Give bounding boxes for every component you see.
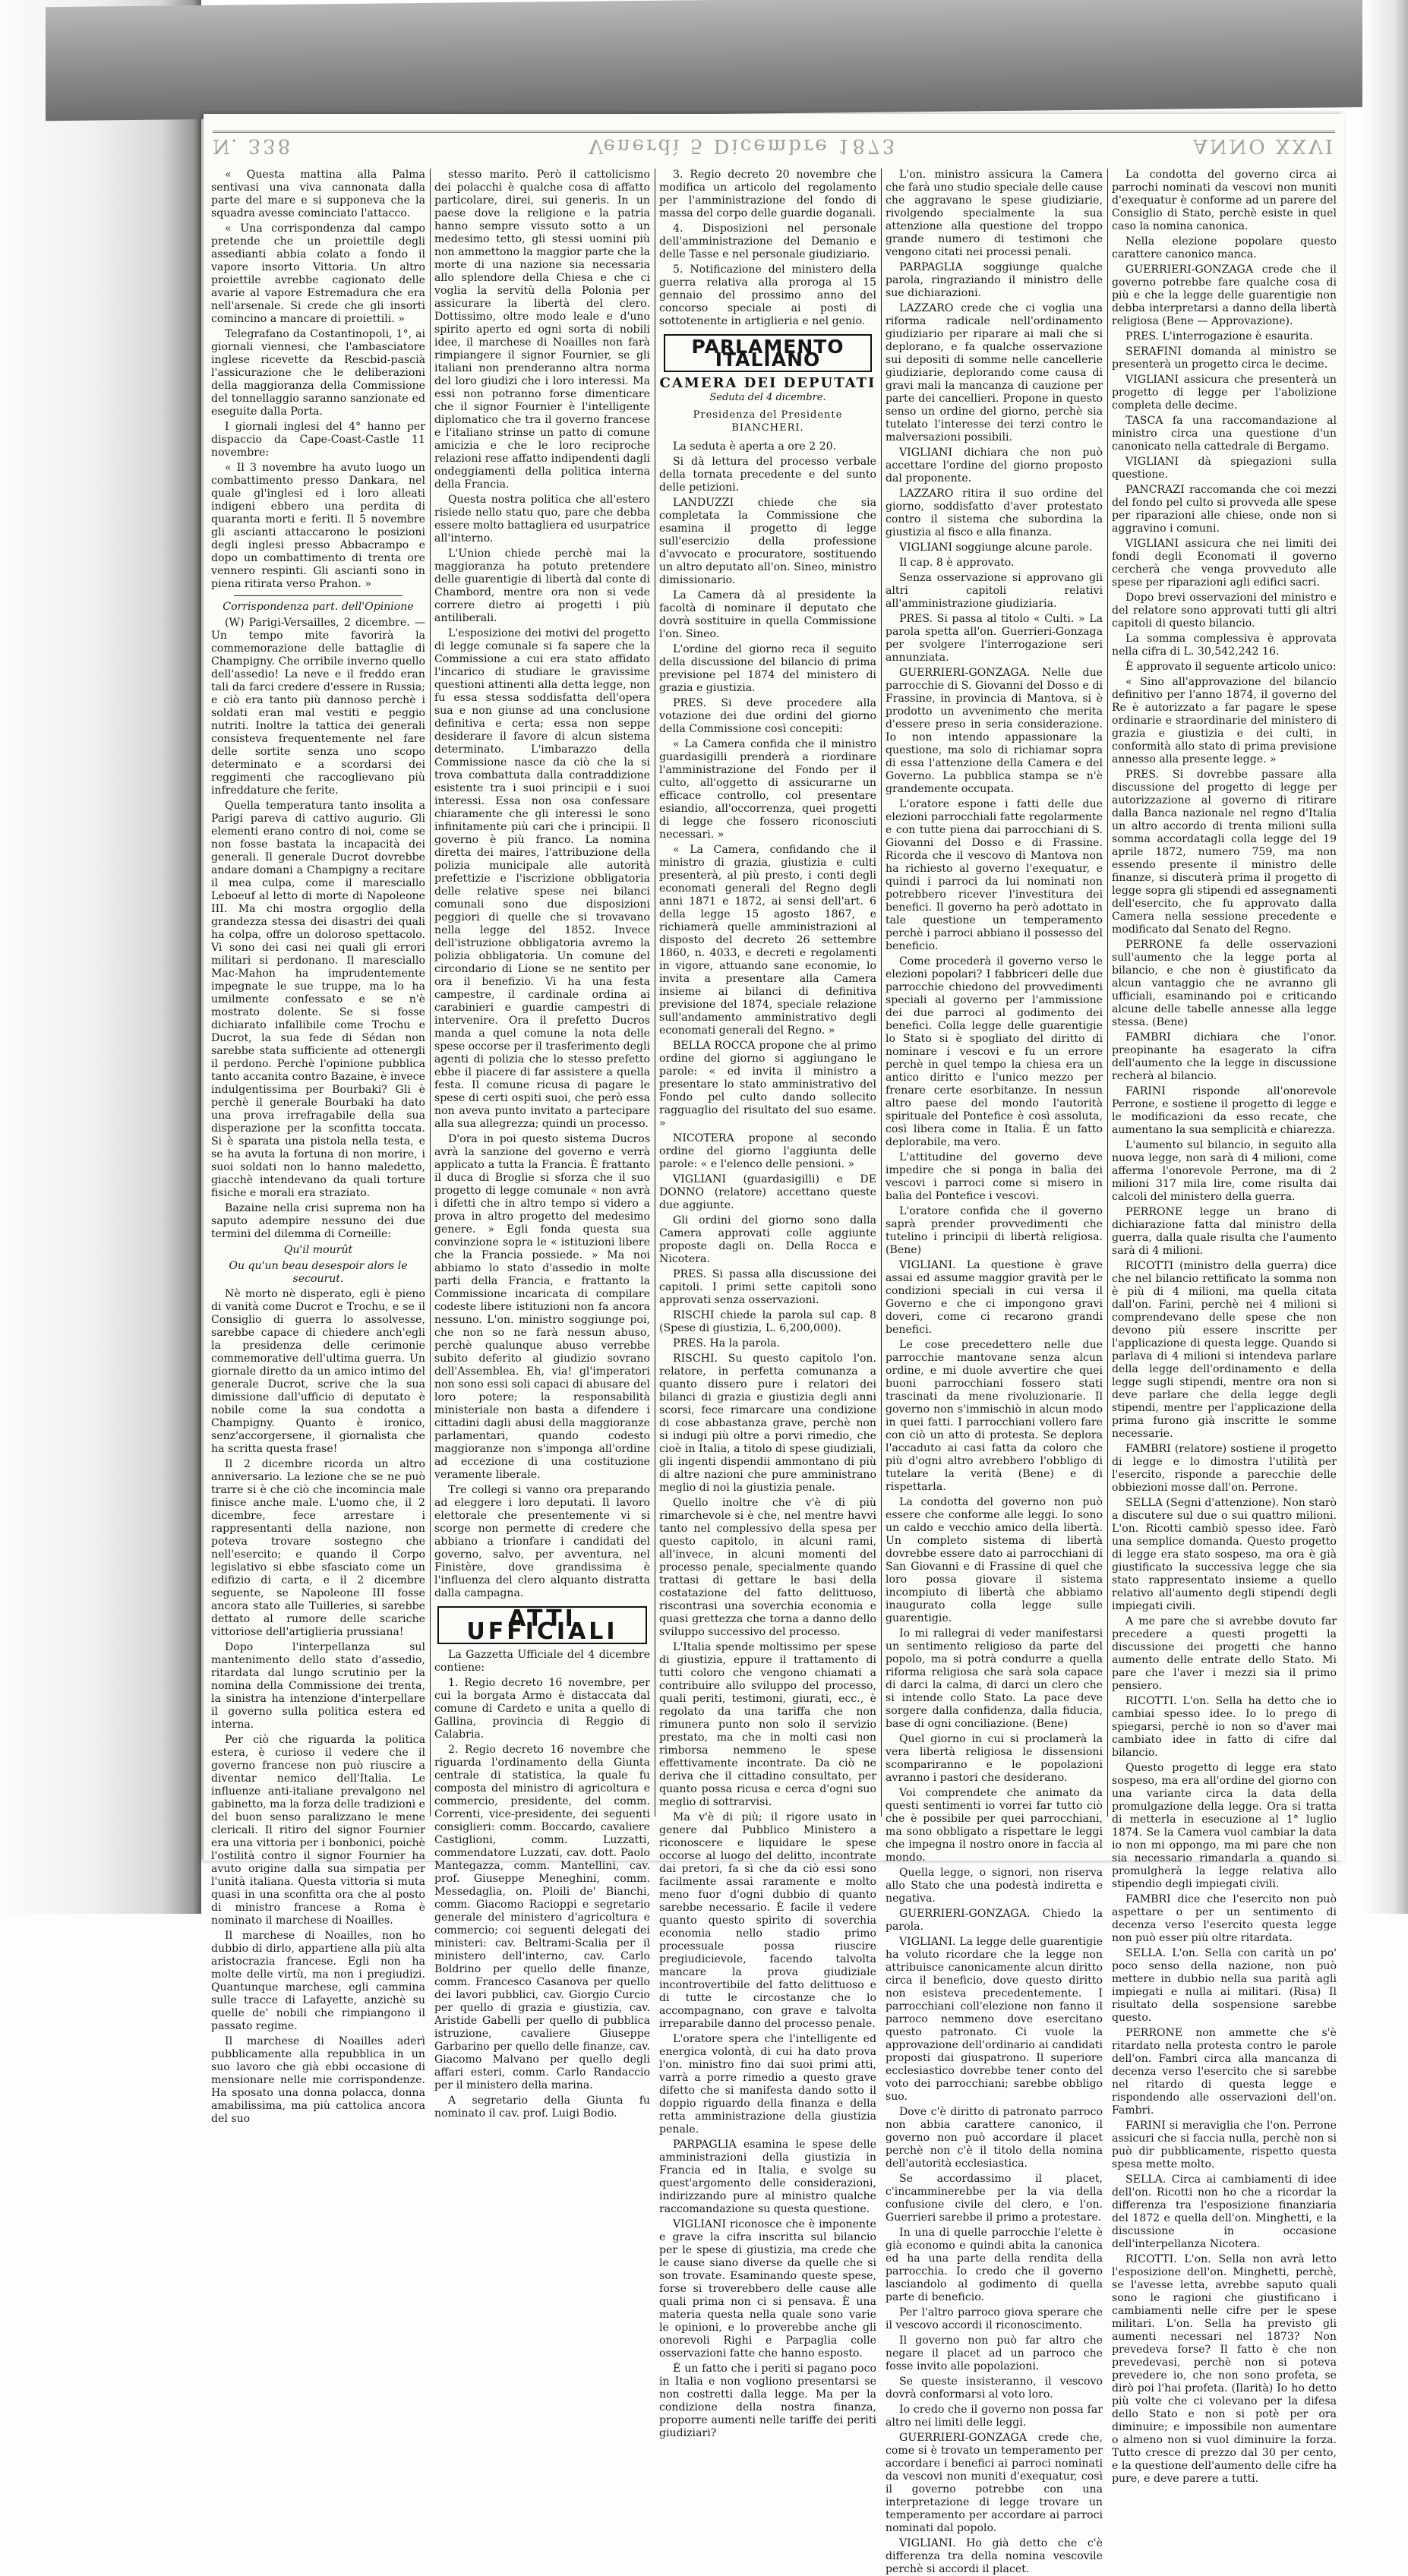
paragraph: La seduta è aperta a ore 2 20. [673, 440, 837, 453]
paragraph: L'esposizione dei motivi del progetto di legge comunale si fa sapere che la Commissione a cui era stato affidato l'incarico di studiare le gravissime questioni attinenti alla detta legge, non fu essa stessa soddisfatta dell'opera sua e non giunse ad una conclusione definitiva e certa; essa non seppe desiderare il favore di alcun sistema determinato. L'imbarazzo della Commissione nasce da ciò che la si trova combattuta dalla contraddizione esistente tra i suoi principii e i suoi interessi. Essa non osa confessare chiaramente che gli interessi le sono infinitamente più cari che i principii. Il governo è più franco. La nomina diretta dei maires, l'attribuzione della polizia municipale alle autorità prefettizie e l'iscrizione obbligatoria delle relative spese nei bilanci comunali sono due disposizioni peggiori di quelle che si trovavano nella legge del 1852. Invece dell'istruzione obbligatoria avremo la polizia obbligatoria. Un comune del circondario di Lione se ne sentito per ora il benefizio. Vi ha una festa campestre, il cardinale ordina ai carabinieri e guardie campestri di intervenire. Ora il prefetto Ducros manda a quel comune la nota delle spese occorse per il trasferimento degli agenti di polizia che lo stesso prefetto ebbe il piacere di far assistere a quella festa. Il comune ricusa di pagare le spese di certi ospiti suoi, che però essa non aveva punto invitato a partecipare alla sua allegrezza; quindi un processo. [434, 627, 650, 1130]
paragraph: VIGLIANI dà spiegazioni sulla questione. [1112, 456, 1337, 481]
paragraph: Il marchese di Noailles aderì pubblicamente alla repubblica in un suo lavoro che già ebbi occasione di mensionare nelle mie corrispondenze. Ha sposato una donna polacca, donna amabilissima, ma più cattolica ancora del suo [211, 2035, 425, 2125]
paragraph: SELLA. L'on. Sella con carità un po' poco senso della nazione, non può mettere in dubbio nella sua parità agli impiegati e nulla ai militari. (Risa) Il risultato della sospensione sarebbe questo. [1112, 1947, 1337, 2024]
paragraph: « Sino all'approvazione del bilancio definitivo per l'anno 1874, il governo del Re è autorizzato a far pagare le spese ordinarie e straordinarie del ministero di grazia e giustizia e dei culti, in conformità allo stato di prima previsione annesso alla presente legge. » [1112, 676, 1337, 766]
paragraph: BELLA ROCCA propone che al primo ordine del giorno si aggiungano le parole: « ed invita il ministro a presentare lo stato amministrativo del Fondo pel culto dando sollecito ragguaglio del risultato del suo esame. » [659, 1040, 876, 1129]
paragraph: PANCRAZI raccomanda che coi mezzi del fondo pel culto si provveda alle spese per riparazioni alle chiese, onde non si aggravino i comuni. [1112, 484, 1337, 535]
paragraph: VIGLIANI. La legge delle guarentigie ha voluto ricordare che la legge non attribuisce canonicamente alcun diritto circa il beneficio, dove questo diritto non esisteva precedentemente. I parrocchiani coll'elezione non fanno il parroco nemmeno dove esercitano questo patronato. Ci vuole la approvazione dell'ordinario ai candidati proposti dai giuspatrono. Il superiore ecclesiastico dovrebbe tener conto del voto dei parrocchiani; sarebbe obbligo suo. [886, 1936, 1103, 2103]
paragraph: Se queste insisteranno, il vescovo dovrà conformarsi al voto loro. [886, 2376, 1103, 2401]
paragraph: Io credo che il governo non possa far altro nei limiti delle leggi. [886, 2404, 1103, 2429]
paragraph: Gli ordini del giorno sono dalla Camera approvati colle aggiunte proposte dagli on. Della Rocca e Nicotera. [659, 1214, 876, 1265]
column-rule [881, 169, 882, 1817]
column-2 [434, 169, 650, 2120]
bound-volume-edge [0, 0, 201, 1914]
verse-line: Qu'il mourût [283, 1244, 353, 1256]
paragraph: PRES. Si passa al titolo « Culti. » La parola spetta all'on. Guerrieri-Gonzaga per svolgere l'interrogazione seri annunziata. [886, 613, 1103, 664]
paragraph: Ma v'è di più; il rigore usato in genere dal Pubblico Ministero a riconoscere e liquidare le spese occorse al luogo del delitto, incontrate dai pretori, fa sì che da ciò essi sono facilmente assai raramente e molto meno fuor d'ogni dubbio di quanto sarebbe necessario. È facile il vedere quanto questo spirito di soverchia economia nello stadio primo processuale possa riuscire pregiudicievole, facendo talvolta mancare la prova giudiziale incontrovertibile del fatto delittuoso e di tutte le circostanze che lo accompagnano, con grave e talvolta irreparabile danno del processo penale. [659, 1811, 876, 2030]
paragraph: L'on. ministro assicura la Camera che farà uno studio speciale delle cause che aggravano le spese giudiziarie, rivolgendo specialmente la sua attenzione alla questione del troppo grande numero di testimoni che vengono citati nei processi penali. [886, 169, 1103, 258]
paragraph: Dove c'è diritto di patronato parroco non abbia carattere canonico, il governo non può accordare il placet perchè non c'è il titolo della nomina dell'autorità ecclesiastica. [886, 2106, 1103, 2170]
paragraph: FARINI risponde all'onorevole Perrone, e sostiene il progetto di legge e le modificazioni da esso recate, che aumentano la sua semplicità e chiarezza. [1112, 1085, 1337, 1136]
paragraph: RICOTTI. L'on. Sella non avrà letto l'esposizione dell'on. Minghetti, perchè, se l'avesse letta, avrebbe saputo quali sono le ragioni che giustificano i cambiamenti nelle cifre per le spese militari. L'on. Sella ha previsto gli aumenti necessari nel 1873? Non prevedeva forse? Il fatto è che non prevedevasi, perchè non si poteva prevedere io, che non sono profeta, se dirò poi l'hai profeta. (Ilarità) Io ho detto più volte che ci volevano per la difesa dello Stato e non si potè per ora diminuire; e impossibile non aumentare o almeno non si vuol diminuire la forza. Tutto cresce di prezzo dal 30 per cento, e la questione dell'aumento delle cifre ha pure, e deve parere a tutti. [1112, 2253, 1337, 2485]
paragraph: L'ordine del giorno reca il seguito della discussione del bilancio di prima previsione pel 1874 del ministero di grazia e giustizia. [659, 643, 876, 694]
paragraph: GUERRIERI-GONZAGA crede che il governo potrebbe fare qualche cosa di più e che la legge delle guarentigie non debba interpretarsi a danno della libertà religiosa (Bene — Approvazione). [1112, 264, 1337, 327]
paragraph: RISCHI. Su questo capitolo l'on. relatore, in perfetta comunanza a quanto dissero pure i relatori dei bilanci di grazia e giustizia degli anni scorsi, fece rimarcare una condizione di cose abbastanza grave, perchè non si indugi più oltre a porvi rimedio, che cioè in Italia, a titolo di spese giudiziali, gli ingenti dispendii ammontano di più di altre nazioni che pure amministrano meglio di noi la giustizia penale. [659, 1353, 876, 1494]
paragraph: « Una corrispondenza dal campo pretende che un proiettile degli assedianti abbia colato a fondo il vapore insorto Vittoria. Un altro proiettile avrebbe cagionato delle avarie al vapore Estremadura che era nell'arsenale. Si crede che gli insorti comincino a mancare di proiettili. » [211, 223, 425, 325]
paragraph: SELLA. Circa ai cambiamenti di idee dell'on. Ricotti non ho che a ricordar la differenza tra l'esposizione finanziaria del 1872 e quella dell'on. Minghetti, e la discussione in occasione dell'interpellanza Nicotera. [1112, 2174, 1337, 2250]
paragraph: PRES. L'interrogazione è esaurita. [1125, 330, 1313, 343]
paragraph: L'oratore spera che l'intelligente ed energica volontà, di cui ha dato prova l'on. ministro fino dai suoi primi atti, varrà a porre rimedio a questo grave difetto che si manifesta dando sotto il doppio riguardo della finanza e della retta amministrazione della giustizia penale. [659, 2033, 876, 2136]
paragraph: La Camera dà al presidente la facoltà di nominare il deputato che dovrà sostituire in quella Commissione l'on. Sineo. [659, 589, 876, 640]
paragraph: L'Italia spende moltissimo per spese di giustizia, eppure il trattamento di tutti coloro che vengono chiamati a contribuire allo sviluppo del processo, quali periti, testimoni, giurati, ecc., è regolato da una tariffa che non rimunera punto non solo il servizio prestato, ma che in molti casi non rimborsa nemmeno le spese effettivamente incontrate. Da ciò ne deriva che il cittadino consultato, per quanto possa ricusa e cerca d'ogni suo meglio di sottrarvisi. [659, 1641, 876, 1808]
masthead-year: ANNO XXVI [1193, 134, 1335, 157]
paragraph: L'Union chiede perchè mai la maggioranza ha potuto pretendere delle guarentigie di libertà dal conte di Chambord, mentre ora non si vede correre dietro ai progetti i più antiliberali. [434, 548, 650, 624]
paragraph: PARPAGLIA soggiunge qualche parola, ringraziando il ministro delle sue dichiarazioni. [886, 261, 1103, 299]
paragraph: NICOTERA propone al secondo ordine del giorno l'aggiunta delle parole: « e l'elenco delle pensioni. » [659, 1132, 876, 1170]
paragraph: « Questa mattina alla Palma sentivasi una viva cannonata dalla parte del mare e si supponeva che la squadra avesse cominciato l'attacco. [211, 169, 425, 219]
session-date: Seduta del 4 dicembre. [709, 392, 826, 403]
column-1 [211, 169, 425, 2125]
masthead-number: N. 338 [213, 134, 293, 157]
page-top-edge-shadow [46, 0, 1382, 121]
column-3 [659, 169, 876, 2439]
paragraph: Nella elezione popolare questo carattere canonico manca. [1112, 235, 1337, 260]
column-4 [886, 169, 1103, 2575]
paragraph: È approvato il seguente articolo unico: [1125, 661, 1337, 673]
paragraph: Telegrafano da Costantinopoli, 1°, ai giornali viennesi, che l'ambasciatore inglese ricevette da Rescbid-pascià l'assicurazione che le deliberazioni della maggioranza della Commissione del tonnellaggio saranno sanzionate ed eseguite dalla Porta. [211, 328, 425, 418]
paragraph: LAZZARO ritira il suo ordine del giorno, soddisfatto d'aver protestato contro il sistema che subordina la giustizia al fisco e alla finanza. [886, 488, 1103, 538]
paragraph: L'attitudine del governo deve impedire che si ponga in balìa dei vescovi i parroci come si misero in balìa del Pontefice i vescovi. [886, 1151, 1103, 1202]
paragraph: 3. Regio decreto 20 novembre che modifica un articolo del regolamento per l'amministrazione del fondo di massa del corpo delle guardie doganali. [659, 169, 876, 219]
presidency-line: Presidenza del Presidente BIANCHERI. [693, 409, 843, 434]
paragraph: PRES. Ha la parola. [673, 1337, 781, 1350]
paragraph: LAZZARO crede che ci voglia una riforma radicale nell'ordinamento giudiziario per riparare ai mali che si deplorano, e fa qualche osservazione sui depositi di somme nelle cancellerie giudiziarie, deplorando come causa di gravi mali la mancanza di cauzione per parte dei cancellieri. Propone in questo senso un ordine del giorno, perchè sia tutelato l'interesse dei terzi contro le malversazioni possibili. [886, 302, 1103, 444]
paragraph: Nè morto nè disperato, egli è pieno di vanità come Ducrot e Trochu, e se il Consiglio di guerra lo assolvesse, sarebbe capace di chiedere anch'egli la presidenza delle cerimonie commemorative dell'ultima guerra. Un giornale diretto da un amico intimo del generale Ducrot, scrive che la sua dimissione dall'ufficio di deputato è nobile come la sua condotta a Champigny. Quanto è ironico, senz'accorgersene, il giornalista che ha scritta questa frase! [211, 1288, 425, 1455]
paragraph: « La Camera confida che il ministro guardasigilli prenderà a riordinare l'amministrazione del Fondo per il culto, all'oggetto di assicurarne un efficace controllo, col presentare esiandio, all'occorrenza, quei progetti di legge che fossero riconosciuti necessari. » [659, 738, 876, 841]
newspaper-page [204, 114, 1344, 2575]
paragraph: SELLA (Segni d'attenzione). Non starò a discutere sul due o sui quattro milioni. L'on. Ricotti cambiò spesso idee. Farò una semplice domanda. Questo progetto di legge era stato sospeso, ma ora è già giustificato la successiva legge che sia stato rappresentato insieme a quello relativo all'aumento degli stipendi degli impiegati civili. [1112, 1497, 1337, 1612]
paragraph: Quella temperatura tanto insolita a Parigi pareva di cattivo augurio. Gli elementi erano contro di noi, come se non fosse bastata la incapacità dei generali. Il generale Ducrot dovrebbe andare domani a Champigny a recitare il mea culpa, come il maresciallo Leboeuf al letto di morte di Napoleone III. Ma chi mostra orgoglio della grandezza stessa dei disastri dei quali ha colpa, offre un doloroso spettacolo. Vi sono dei casi nei quali gli errori militari si perdonano. Il maresciallo Mac-Mahon ha imprudentemente impegnate le sue truppe, ma lo ha umilmente confessato e se n'è mostrato dolente. Se si fosse dichiarato infallibile come Trochu e Ducrot, la sua fede di Sédan non sarebbe stata sufficiente ad ottenergli il perdono. Perchè l'opinione pubblica tanto accanita contro Bazaine, è invece indulgentissima per Bourbaki? Gli è perchè il generale Bourbaki ha dato una prova irrefragabile della sua disperazione per la sconfitta toccata. Si è sparata una pistola nella testa, e se ha avuta la fortuna di non morire, i suoi soldati non lo hanno maledetto, giacchè intendevano da quali torture fisiche e morali era straziato. [211, 800, 425, 1199]
paragraph: FARINI si meraviglia che l'on. Perrone assicuri che si faccia nulla, perchè non si può dir pubblicamente, rispetto questa spesa mette molto. [1112, 2120, 1337, 2170]
paragraph: Dopo brevi osservazioni del ministro e del relatore sono approvati tutti gli altri capitoli di questo bilancio. [1112, 592, 1337, 630]
paragraph: 1. Regio decreto 16 novembre, per cui la borgata Armo è distaccata dal comune di Cardeto e unita a quello di Gallina, provincia di Reggio di Calabria. [434, 1677, 650, 1741]
paragraph: GUERRIERI-GONZAGA. Chiedo la parola. [886, 1908, 1103, 1933]
paragraph: A me pare che si avrebbe dovuto far precedere a questi progetti la discussione dei progetti che hanno aumento delle entrate dello Stato. Mi pare che l'aver i mezzi sia il primo pensiero. [1112, 1615, 1337, 1692]
paragraph: Quello inoltre che v'è di più rimarchevole si è che, nel mentre havvi tanto nel complessivo della spesa per questo capitolo, in alcuni rami, all'invece, in alcuni momenti del processo penale, specialmente quando trattasi di gettare le basi della costatazione del fatto delittuoso, riscontrasi una soverchia economia e quasi grettezza che torna a danno dello sviluppo successivo del processo. [659, 1497, 876, 1638]
paragraph: TASCA fa una raccomandazione al ministro circa una questione d'un canonicato nella cattedrale di Bergamo. [1112, 415, 1337, 453]
paragraph: La somma complessiva è approvata nella cifra di L. 30,542,242 16. [1112, 633, 1337, 658]
camera-heading: CAMERA DEI DEPUTATI [659, 375, 876, 391]
paragraph: RICOTTI. L'on. Sella ha detto che io cambiai spesso idee. Io lo prego di spiegarsi, perchè io non so d'aver mai cambiato idee in fatto di cifre dal bilancio. [1112, 1695, 1337, 1759]
paragraph: PRES. Si deve procedere alla votazione dei due ordini del giorno della Commissione così concepiti: [659, 697, 876, 735]
divider [234, 595, 403, 596]
paragraph: (W) Parigi-Versailles, 2 dicembre. — Un tempo mite favorirà la commemorazione delle battaglie di Champigny. Che orribile inverno quello dell'assedio! La neve e il freddo eran tali da farci credere d'essere in Russia; e ciò era tanto più dannoso perchè i soldati eran mal vestiti e peggio nutriti. Inoltre la tattica dei generali consisteva frequentemente nel fare delle sortite senza uno scopo determinato e a scordarsi dei reggimenti che raccoglievano più infreddature che ferite. [211, 617, 425, 797]
paragraph: Il marchese di Noailles, non ho dubbio di dirlo, appartiene alla più alta aristocrazia francese. Egli non ha molte delle virtù, ma non i pregiudizi. Quantunque marchese, egli cammina sulle tracce di Lafayette, anzichè su quelle de' nobili che rimpiangono il passato regime. [211, 1930, 425, 2032]
paragraph: Senza osservazione si approvano gli altri capitoli relativi all'amministrazione giudiziaria. [886, 572, 1103, 610]
paragraph: Tre collegi si vanno ora preparando ad eleggere i loro deputati. Il lavoro elettorale che presentemente vi si scorge non permette di credere che abbiano a trionfare i candidati del governo, salvo, per avventura, nel Finistère, dove grandissima è l'influenza del clero alquanto distratta dalla campagna. [434, 1484, 650, 1599]
paragraph: Il cap. 8 è approvato. [899, 557, 1015, 569]
paragraph: Bazaine nella crisi suprema non ha saputo adempire nessuno dei due termini del dilemma di Corneille: [211, 1202, 425, 1240]
paragraph: Voi comprendete che animato da questi sentimenti io vorrei far tutto ciò che è possibile per quei parrocchiani, ma sono obbligato a rispettare le leggi che impegna il nostro onore in faccia al mondo. [886, 1787, 1103, 1864]
paragraph: VIGLIANI assicura che nei limiti dei fondi degli Economati il governo cercherà che venga provveduto alle spese per riparazioni agli edifici sacri. [1112, 538, 1337, 589]
paragraph: 4. Disposizioni nel personale dell'amministrazione del Demanio e delle Tasse e nel personale giudiziario. [659, 223, 876, 260]
paragraph: FAMBRI dice che l'esercito non può aspettare o per un sentimento di decenza verso l'esercito questa legge non può esser più oltre ritardata. [1112, 1893, 1337, 1944]
paragraph: Se accordassimo il placet, c'incamminerebbe per la via della confusione civile del clero, e l'on. Guerrieri sarebbe il primo a protestare. [886, 2173, 1103, 2224]
paragraph: VIGLIANI. Ho già detto che c'è differenza tra della nomina vescovile perchè si accordi il placet. [886, 2537, 1103, 2575]
paragraph: Le cose precedettero nelle due parrocchie mantovane senza alcun ordine, e mi duole avvertire che quei buoni parrocchiani fossero stati trascinati da mene rivoluzionarie. Il governo non s'immischiò in alcun modo in quei fatti. I parrocchiani vollero fare con ciò un atto di protesta. Se deplora l'accaduto ai casi fatta da coloro che più d'ogni altro avrebbero l'obbligo di tutelare la verità (Bene) e di rispettarla. [886, 1339, 1103, 1493]
paragraph: L'oratore espone i fatti delle due elezioni parrocchiali fatte regolarmente e con tutte piena dai parrocchiani di S. Giovanni del Dosso e di Frassine. Ricorda che il vescovo di Mantova non ha richiesto al governo l'exequatur, e quindi i parroci da lui nominati non potrebbero ricever l'investitura dei benefici. Il governo ha però adottato in tale questione un temperamento perchè i parroci abbiano il possesso del beneficio. [886, 798, 1103, 952]
paragraph: Come procederà il governo verso le elezioni popolari? I fabbriceri delle due parrocchie chiedono del provvedimenti speciali al governo per l'ammissione dei due parroci al godimento dei benefici. Colla legge delle guarentigie lo Stato si è spogliato del diritto di nominare i vescovi e fu un errore perchè in quel tempo la chiesa era un antico diritto e l'unico mezzo per frenare certe esorbitanze. In nessun altro paese del mondo l'autorità spirituale del Pontefice è così assoluta, così libera come in Italia. È un fatto deplorabile, ma vero. [886, 955, 1103, 1148]
paragraph: SERAFINI domanda al ministro se presenterà un progetto circa le decime. [1112, 346, 1337, 371]
verse-line: Ou qu'un beau desespoir alors le secourut. [229, 1260, 408, 1285]
paragraph: Per l'altro parroco giova sperare che il vescovo accordi il riconoscimento. [886, 2306, 1103, 2331]
paragraph: Il 2 dicembre ricorda un altro anniversario. La lezione che se ne può trarre si è che ciò che incomincia male finisce anche male. L'uomo che, il 2 dicembre, fece arrestare i rappresentanti della nazione, non poteva trovare sostegno che nell'esercito; e quando il Corpo legislativo si ebbe sfasciato come un edifizio di carta, e il 2 dicembre seguente, se Napoleone III fosse ancora stato alle Tuilleries, si sarebbe dettato al rumore delle scariche vittoriose dell'artiglieria prussiana! [211, 1458, 425, 1638]
paragraph: Quel giorno in cui si proclamerà la vera libertà religiosa le dissensioni scompariranno e le popolazioni avranno i pastori che desiderano. [886, 1733, 1103, 1784]
paragraph: RICOTTI (ministro della guerra) dice che nel bilancio rettificato la somma non è più di 4 milioni, ma quella citata dall'on. Farini, perchè nei 4 milioni si comprendevano delle spese che non devono più essere inscritte per l'applicazione di questa legge. Quando si parlava di 4 milioni si intendeva parlare della legge dell'ordinamento e della legge sugli stipendi, mentre ora non si deve parlare che della legge degli stipendi, mentre per l'applicazione della prima furono già inscritte le somme necessarie. [1112, 1260, 1337, 1440]
paragraph: A segretario della Giunta fu nominato il cav. prof. Luigi Bodio. [434, 2095, 650, 2120]
paragraph: 2. Regio decreto 16 novembre che riguarda l'ordinamento della Giunta centrale di statistica, la quale fu composta del ministro di agricoltura e commercio, presidente, del comm. Correnti, vice-presidente, dei seguenti consiglieri: comm. Boccardo, cavaliere Castiglioni, comm. Luzzatti, commendatore Luzzati, cav. dott. Paolo Mantegazza, comm. Mantellini, cav. prof. Giuseppe Meneghini, comm. Messedaglia, on. Ploili de' Bianchi, comm. Giacomo Racioppi e segretario generale del ministero d'agricoltura e commercio; coi seguenti delegati dei ministeri: cav. Beltrami-Scalia per il ministero dell'interno, cav. Carlo Boldrino per quello delle finanze, comm. Francesco Casanova per quello dei lavori pubblici, cav. Giorgio Curcio per quello di grazia e giustizia, cav. Aristide Gabelli per quello di pubblica istruzione, cavaliere Giuseppe Garbarino per quello delle finanze, cav. Giacomo Malvano per quello degli affari esteri, comm. Carlo Randaccio per il ministero della marina. [434, 1744, 650, 2091]
paragraph: VIGLIANI soggiunge alcune parole. [899, 541, 1093, 554]
paragraph: Questo progetto di legge era stato sospeso, ma era all'ordine del giorno con una variante circa la data della promulgazione della legge. Ora si tratta di metterla in esecuzione al 1° luglio 1874. Se la Camera vuol cambiar la data io non mi oppongo, ma mi pare che non sia necessario rimandarla a quando si promulgherà la legge relativa allo stipendio degli impiegati civili. [1112, 1762, 1337, 1890]
paragraph: RISCHI chiede la parola sul cap. 8 (Spese di giustizia, L. 6,200,000). [659, 1309, 876, 1334]
correspondence-heading: Corrispondenza part. dell'Opinione [223, 601, 414, 613]
paragraph: Si dà lettura del processo verbale della tornata precedente e del sunto delle petizioni. [659, 456, 876, 494]
paragraph: Quella legge, o signori, non riserva allo Stato che una podestà indiretta e negativa. [886, 1867, 1103, 1905]
paragraph: La Gazzetta Ufficiale del 4 dicembre contiene: [434, 1649, 650, 1674]
paragraph: Per ciò che riguarda la politica estera, è curioso il vedere che il governo francese non può riuscire a diventar nemico dell'Italia. Le influenze anti-italiane prevalgono nel gabinetto, ma la forza delle tradizioni e del buon senso paralizzano le mene clericali. Il ritiro del signor Fournier era una vittoria per i bonbonici, poichè l'ostilità contro il signor Fournier ha avuto origine dalla sua simpatia per l'unità italiana. Questa vittoria si muta quasi in una sconfitta ora che al posto di ministro francese a Roma è nominato il marchese di Noailles. [211, 1734, 425, 1927]
paragraph: FAMBRI dichiara che l'onor. preopinante ha esagerato la cifra dell'aumento che la legge in discussione recherà al bilancio. [1112, 1031, 1337, 1082]
column-rule [430, 169, 431, 1817]
paragraph: FAMBRI (relatore) sostiene il progetto di legge e lo dimostra l'utilità per l'esercito, risponde a parecchie delle obbiezioni mosse dall'on. Perrone. [1112, 1443, 1337, 1494]
column-rule [1107, 169, 1108, 1817]
paragraph: In una di quelle parrocchie l'elette è già economo e quindi abita la canonica ed ha una parte della rendita della parrocchia. Io credo che il governo lasciandolo al godimento di quella parte di beneficio. [886, 2227, 1103, 2303]
paragraph: VIGLIANI assicura che presenterà un progetto di legge per l'abolizione completa delle decime. [1112, 374, 1337, 412]
atti-ufficiali-heading: ATTI UFFICIALI [437, 1606, 647, 1644]
paragraph: È un fatto che i periti si pagano poco in Italia e non vogliono presentarsi se non costretti dalla legge. Ma per la condizione della nostra finanza, proporre aumenti nelle tariffe dei periti giudiziari? [659, 2363, 876, 2439]
paragraph: La condotta del governo non può essere che conforme alle leggi. Io sono un caldo e vecchio amico della libertà. Un completo sistema di libertà dovrebbe essere dato ai parrocchiani di San Giovanni e di Frassine di quel che loro possa giovare il sistema incompiuto di libertà che abbiamo inaugurato colla legge sulle guarentigie. [886, 1496, 1103, 1624]
paragraph: VIGLIANI riconosce che è imponente e grave la cifra inscritta sul bilancio per le spese di giustizia, ma crede che le cause siano diverse da quelle che si son trovate. Esaminando queste spese, forse si troverebbero delle cause alle quali prima non ci si pensava. È una materia questa nella quale sono varie le opinioni, e lo proverebbe anche gli onorevoli Righi e Parpaglia colle osservazioni fatte che hanno esposto. [659, 2218, 876, 2360]
paragraph: « Il 3 novembre ha avuto luogo un combattimento presso Dankara, nel quale gl'inglesi ed i loro alleati indigeni ebbero una perdita di quaranta morti e feriti. Il 5 novembre gli ascianti attaccarono le posizioni degli inglesi presso Abbacrampo e dopo un combattimento di trenta ore vennero respinti. Gli ascianti sono in piena ritirata verso Prahon. » [211, 462, 425, 590]
paragraph: VIGLIANI dichiara che non può accettare l'ordine del giorno proposto dal proponente. [886, 447, 1103, 485]
masthead-date: Venerdì 5 Dicembre 1873 [589, 134, 898, 157]
paragraph: PERRONE non ammette che s'è ritardato nella protesta contro le parole dell'on. Fambri circa alla mancanza di decenza verso l'esercito che si sarebbe nel ritardo di questa legge e rispondendo alle osservazioni dell'on. Fambri. [1112, 2027, 1337, 2117]
paragraph: I giornali inglesi del 4° hanno per dispaccio da Cape-Coast-Castle 11 novembre: [211, 421, 425, 459]
paragraph: PERRONE legge un brano di dichiarazione fatta dal ministro della guerra, dalla quale risulta che l'aumento sarà di 4 milioni. [1112, 1206, 1337, 1257]
paragraph: Questa nostra politica che all'estero risiede nello statu quo, pare che debba essere molto battagliera ed usurpatrice all'interno. [434, 494, 650, 545]
paragraph: La condotta del governo circa ai parrochi nominati da vescovi non muniti d'exequatur è conforme ad un parere del Consiglio di Stato, perchè esiste in quel caso la nomina canonica. [1112, 169, 1337, 232]
paragraph: PRES. Si passa alla discussione dei capitoli. I primi sette capitoli sono approvati senza osservazioni. [659, 1268, 876, 1306]
paragraph: D'ora in poi questo sistema Ducros avrà la sanzione del governo e verrà applicato a tutta la Francia. È frattanto il duca di Broglie si sforza che il suo progetto di legge comunale « non avrà i difetti che in altro tempo si videro a prova in altro progetto del medesimo genere. » Egli fonda questa sua convinzione sopra le « istituzioni libere che la Francia possiede. » Ma noi abbiamo lo stato d'assedio in molte parti della Francia, e frattanto la Commissione incaricata di compilare codeste libere istituzioni non fa ancora nessuno. L'on. ministro soggiunge poi, che non so ne farà nessun abuso, perchè qualunque abuso verrebbe subito deferito al giudizio sovrano dell'Assemblea. Eh, via! gl'imperatori non sono essi soli capaci di abusare del loro potere; la responsabilità ministeriale non basta a difendere i cittadini dagli abusi della maggioranze parlamentari, quando codesto maggioranze non s'imponga all'ordine ad eccezione di una costituzione veramente liberale. [434, 1133, 650, 1481]
paragraph: Io mi rallegrai di veder manifestarsi un sentimento religioso da parte del popolo, ma si potrà condurre a quella riforma religiosa che sarà sola capace di darci la calma, di darci un clero che si intende collo Stato. La pace deve sorgere dalla confidenza, dalla fiducia, base di ogni conciliazione. (Bene) [886, 1627, 1103, 1730]
paragraph: GUERRIERI-GONZAGA crede che, come si è trovato un temperamento per accordare i benefici ai parroci nominati da vescovi non muniti d'exequatur, così il governo potrebbe con una interpretazione di legge trovare un temperamento per accordare ai parroci nominati dal popolo. [886, 2432, 1103, 2534]
paragraph: 5. Notificazione del ministero della guerra relativa alla proroga al 15 gennaio del prossimo anno del concorso speciale ai posti di sottotenente in artiglieria e nel genio. [659, 264, 876, 327]
paragraph: stesso marito. Però il cattolicismo dei polacchi è qualche cosa di affatto particolare, direi, sui generis. In un paese dove la religione e la patria hanno sempre vissuto sotto a un medesimo tetto, gli stessi uomini più non ammettono la maggior parte che la morte di una nazione sia necessaria allo splendore della Chiesa e che ci voglia la servitù della Polonia per assicurare la libertà del clero. Dottissimo, oltre modo leale e d'uno spirito aperto ed ogni sorta di nobili idee, il marchese di Noailles non farà rimpiangere il signor Fournier, se gli italiani non prenderanno altra norma del loro giudizi che i loro interessi. Ma essi non potranno forse dimenticare che il signor Fournier è l'intelligente diplomatico che tra il governo francese e l'italiano strinse un patto di comune amicizia e che le loro reciproche relazioni rese affatto indipendenti dagli ondeggiamenti della politica interna della Francia. [434, 169, 650, 491]
paragraph: L'oratore confida che il governo saprà prender provvedimenti che tutelino i principii di libertà religiosa. (Bene) [886, 1205, 1103, 1256]
paragraph: Il governo non può far altro che negare il placet ad un parroco che fosse invito alle popolazioni. [886, 2334, 1103, 2372]
paragraph: « La Camera, confidando che il ministro di grazia, giustizia e culti presenterà, al più presto, i conti degli economati generali del Regno degli anni 1871 e 1872, ai sensi dell'art. 6 della legge 15 agosto 1867, e richiamerà quelle amministrazioni al disposto del decreto 26 settembre 1860, n. 4033, e decreti e regolamenti in vigore, attuando sane economie, lo invita a presentare alla Camera insieme ai bilanci di definitiva previsione del 1874, speciale relazione sull'andamento amministrativo degli economati generali del Regno. » [659, 844, 876, 1037]
paragraph: PARPAGLIA esamina le spese delle amministrazioni della giustizia in Francia ed in Italia, e svolge su quest'argomento delle considerazioni, indirizzando pure al ministro qualche raccomandazione su questa questione. [659, 2139, 876, 2215]
parlamento-heading: PARLAMENTO ITALIANO [664, 334, 872, 372]
paragraph: Dopo l'interpellanza sul mantenimento dello stato d'assedio, ritardata dal lungo scrutinio per la nomina della Commissione dei trenta, la sinistra ha intenzione d'interpellare il governo sulla politica estera ed interna. [211, 1641, 425, 1731]
paragraph: PERRONE fa delle osservazioni sull'aumento che la legge porta al bilancio, e che non è giustificato da alcun vantaggio che ne avranno gli ufficiali, esaminando poi e criticando alcune delle tabelle annesse alla legge stessa. (Bene) [1112, 939, 1337, 1028]
column-5 [1112, 169, 1337, 2485]
paragraph: VIGLIANI (guardasigilli) e DE DONNO (relatore) accettano queste due aggiunte. [659, 1173, 876, 1211]
paragraph: GUERRIERI-GONZAGA. Nelle due parrocchie di S. Giovanni del Dosso e di Frassine, in provincia di Mantova, si è prodotto un avvenimento che merita d'essere preso in seria considerazione. Io non intendo appassionare la questione, ma solo di richiamar sopra di essa l'attenzione della Camera e del Governo. La pubblica stampa se n'è grandemente occupata. [886, 667, 1103, 795]
masthead-bleedthrough [213, 131, 1335, 159]
paragraph: PRES. Si dovrebbe passare alla discussione del progetto di legge per autorizzazione al governo di ritirare dalla Banca nazionale nel regno d'Italia un altro accordo di trenta milioni sulla somma accordatagli colla legge del 19 aprile 1872, numero 759, ma non essendo presente il ministro delle finanze, si discuterà prima il progetto di legge sopra gli stipendi ed assegnamenti dell'esercito, che fu approvato dalla Camera nella sessione precedente e modificato dal Senato del Regno. [1112, 769, 1337, 936]
paragraph: LANDUZZI chiede che sia completata la Commissione che esamina il progetto di legge sull'esercizio della professione d'avvocato e procuratore, sostituendo un altro deputato all'on. Sineo, ministro dimissionario. [659, 497, 876, 586]
paragraph: VIGLIANI. La questione è grave assai ed assume maggior gravità per le condizioni speciali in cui versa il Governo e che ci impongono gravi doveri, come ci recarono grandi benefici. [886, 1259, 1103, 1336]
right-page-edge [1362, 0, 1408, 1914]
paragraph: L'aumento sul bilancio, in seguito alla nuova legge, non sarà di 4 milioni, come afferma l'onorevole Perrone, ma di 2 milioni 317 mila lire, come risulta dai calcoli del ministero della guerra. [1112, 1139, 1337, 1203]
